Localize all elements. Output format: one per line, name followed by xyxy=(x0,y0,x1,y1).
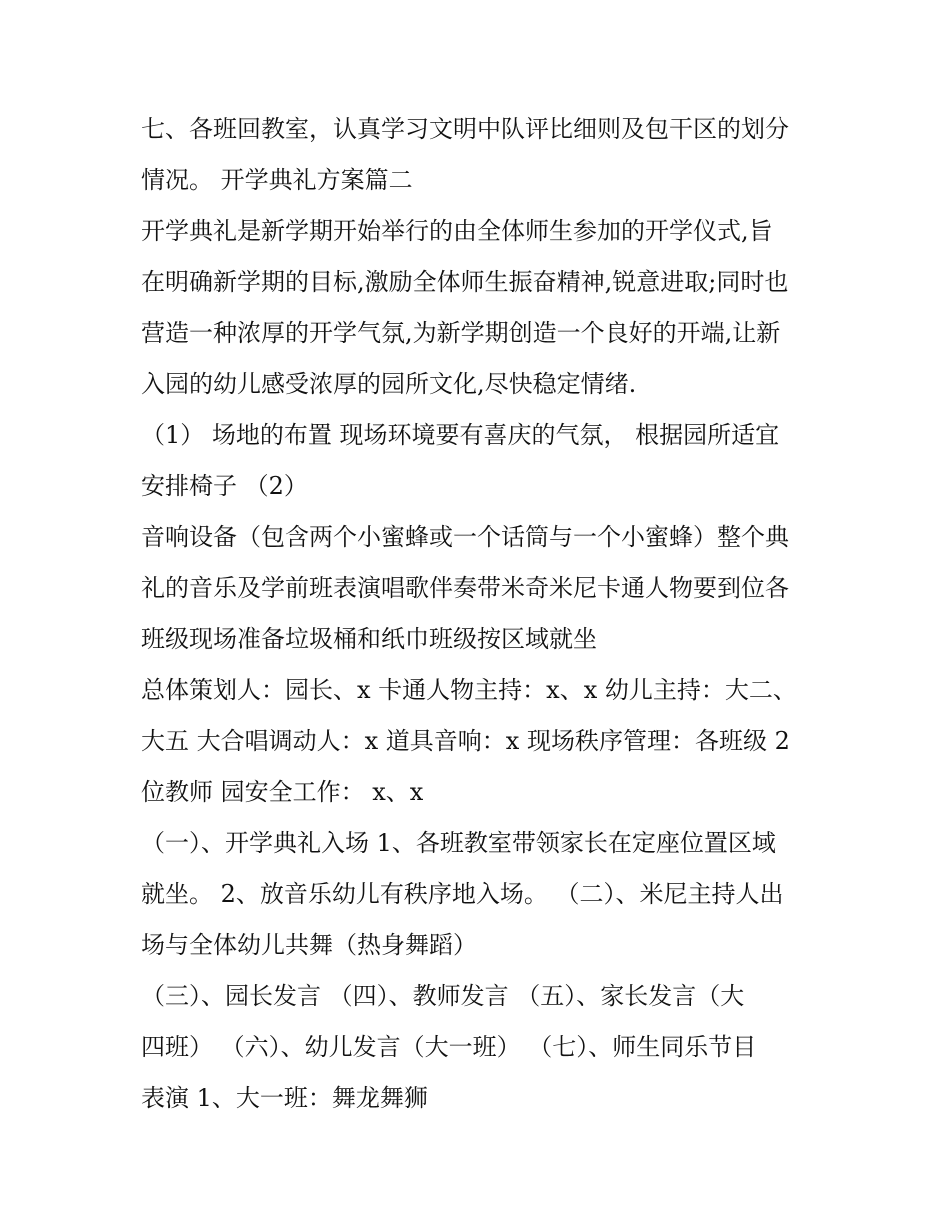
text-line: 情况。 开学典礼方案篇二 xyxy=(141,166,413,194)
text-line: 七、各班回教室，认真学习文明中队评比细则及包干区的划分 xyxy=(141,115,789,143)
text-line: 场与全体幼儿共舞（热身舞蹈） xyxy=(141,931,477,959)
text-line: 大五 大合唱调动人：x 道具音响：x 现场秩序管理：各班级 2 xyxy=(141,727,790,755)
text-line: 礼的音乐及学前班表演唱歌伴奏带米奇米尼卡通人物要到位各 xyxy=(141,574,789,602)
text-line: 就坐。 2、放音乐幼儿有秩序地入场。 （二）、米尼主持人出 xyxy=(141,880,784,908)
text-line: （一）、开学典礼入场 1、各班教室带领家长在定座位置区域 xyxy=(141,829,776,857)
document-body xyxy=(141,104,821,1124)
text-line: 四班） （六）、幼儿发言（大一班） （七）、师生同乐节目 xyxy=(141,1033,757,1061)
text-line: 总体策划人：园长、x 卡通人物主持：x、x 幼儿主持：大二、 xyxy=(141,676,797,704)
text-line: 位教师 园安全工作： x、x xyxy=(141,778,424,806)
text-line: 入园的幼儿感受浓厚的园所文化,尽快稳定情绪. xyxy=(141,370,637,398)
text-line: 音响设备（包含两个小蜜蜂或一个话筒与一个小蜜蜂）整个典 xyxy=(141,523,789,551)
text-line: 班级现场准备垃圾桶和纸巾班级按区域就坐 xyxy=(141,625,597,653)
text-line: 开学典礼是新学期开始举行的由全体师生参加的开学仪式,旨 xyxy=(141,217,773,245)
text-line: 营造一种浓厚的开学气氛,为新学期创造一个良好的开端,让新 xyxy=(141,319,781,347)
text-line: （1） 场地的布置 现场环境要有喜庆的气氛， 根据园所适宜 xyxy=(141,421,780,449)
text-line: 表演 1、大一班：舞龙舞狮 xyxy=(141,1084,428,1112)
text-line: 安排椅子 （2） xyxy=(141,472,308,500)
text-line: （三）、园长发言 （四）、教师发言 （五）、家长发言（大 xyxy=(141,982,745,1010)
text-line: 在明确新学期的目标,激励全体师生振奋精神,锐意进取;同时也 xyxy=(141,268,789,296)
